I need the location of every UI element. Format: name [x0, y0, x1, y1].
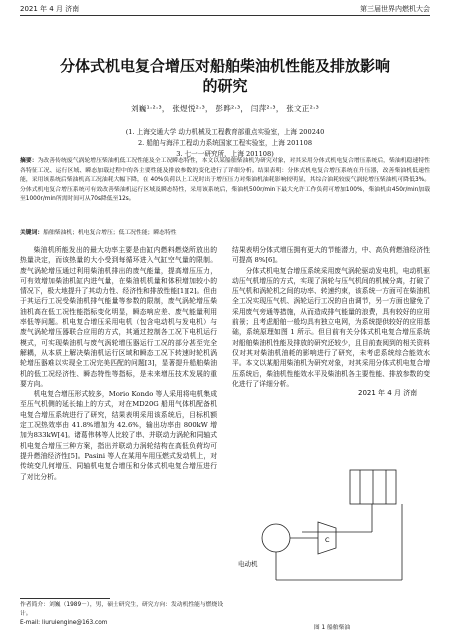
author-list: 刘巍¹·²·³， 张煜悦²·³， 彭晔²·³， 闫萍²·³， 张文正²·³ [130, 104, 319, 113]
system-schematic-figure [232, 462, 432, 622]
keywords-label: 关键词： [20, 230, 44, 236]
header-rule [20, 15, 430, 16]
author-email: E-mail: liuruiengine@163.com [20, 620, 108, 626]
compressor-label: C [325, 536, 330, 544]
affiliation-2: 2. 船舶与海洋工程动力系统国家工程实验室，上海 201108 [137, 139, 313, 147]
abstract-text: 为改善传统废气涡轮增压柴油机低工况性能及全工况瞬态特性，本文以某船舶柴油机为研究对象，对其采用分体式机电复合增压系统后，柴油机稳速特性各特征工况、运行区域、瞬态加载过程中的各主要性能及排放参数的变化进行了详细分析。结果表明：分体式机电复合增压系统在升压器，改善柴油机低速性能，采用该系统后柴油机高工况油耗大幅下降，在 40%负荷以上工况时出于增压压力对柴油机油耗影响较明显，其综合油耗较废气涡轮增压柴油机可降低3%。分体式机电复合增压系统可有效改善柴油机运行区域及瞬态特性，采用该系统后，柴油机500r/min下最大允许工作负荷可增加100%，柴油机由450r/min加载至1000r/min所需时间可从70s降低至12s。 [20, 158, 430, 203]
motor-symbol [262, 524, 290, 552]
title-line-1: 分体式机电复合增压对船舶柴油机性能及排放影响 [59, 57, 390, 75]
body-paragraph: 结果表明分体式增压拥有更大的节能潜力，中、高负荷燃油经济性可提高 8%[6]。 [232, 246, 430, 265]
footnote [20, 601, 225, 628]
affiliation-3: 3. 七一一研究所，上海 201108) [176, 150, 274, 158]
abstract [20, 157, 430, 205]
title-line-2: 的研究 [202, 77, 248, 95]
running-header-conference: 第三届世界内燃机大会 [360, 5, 430, 13]
body-column-right [232, 245, 430, 389]
motor-label: 电动机 [238, 560, 258, 568]
paper-title [40, 56, 410, 96]
body-column-left [20, 245, 217, 482]
affiliations [30, 127, 420, 160]
author-bio: 作者简介：刘巍（1989－），男，硕士研究生，研究方向：发动机性能与燃烧设计。 [20, 602, 224, 617]
overlay-header-fragment: 2021 年 4 月 济南 [358, 386, 432, 400]
affiliation-1: (1. 上海交通大学 动力机械及工程教育部重点实验室，上海 200240 [125, 128, 325, 136]
footnote-rule [20, 598, 110, 599]
body-paragraph: 分体式机电复合增压系统采用废气涡轮驱动发电机，电动机驱动压气机增压的方式，实现了涡轮与压气机间的机械分离，打破了压气机和涡轮机之间的功率、转速约束，该系统一方面可在柴油机全工况实现压气机、涡轮运行工况的自由调节，另一方面也避免了采用废气旁通等措施，从而造成排气能量的浪费，具有较好的应用前景；且考虑船舶一般均具有独立电网，为系统提供较好的应用基础，系统原理如图 1 所示。但目前有关分体式机电复合增压系统对船舶柴油机性能及排放的研究还较少，且目前查阅到的相关资料仅对其对柴油机油耗的影响进行了研究，未考虑系统综合能效水平。本文以某船用柴油机为研究对象，对其采用分体式机电复合增压系统后，柴油机性能效水平及柴油机各主要性能、排放参数的变化进行了详细分析。 [232, 266, 430, 388]
abstract-label: 摘要： [20, 158, 38, 164]
body-paragraph: 柴油机所能发出的最大功率主要是由缸内燃料燃烧所放出的热量决定，而该热量的大小受到每循环进入气缸空气量的限制。废气涡轮增压通过利用柴油机排出的废气能量，提高增压压力，可有效增加柴油机缸内进气量，在柴油机机量和体积增加较小的情况下，极大地提升了其动力性、经济性和排放性能[1][2]。但由于其运行工况受柴油机排气能量等参数的限制，废气涡轮增压柴油机高在低工况性能指标变化明显，瞬态响应差、废气能量利用率低等问题。机电复合增压采用电机（包含电动机与发电机）与废气涡轮增压器联合应用的方式，其通过控制各工况下电机运行模式，可实现柴油机与废气涡轮增压器运行工况的部分甚至完全解耦，从本质上解决柴油机运行区域和瞬态工况下转速时轮机涡轮增压器难以实现全工况完美匹配的问题[3]，显著提升船舶柴油机的低工况经济性、瞬态特性等指标，是未来增压技术发展的重要方向。 [20, 246, 217, 388]
keywords [20, 227, 430, 236]
keywords-text: 船舶柴油机；机电复合增压；低工况性能；瞬态特性 [43, 230, 177, 236]
body-paragraph: 机电复合增压形式较多，Morio Kondo 等人采用将电机集成至压气机侧的延长轴上的方式，对在MD20G 船用气体机配备机电复合增压系统进行了研究，结果表明采用该系统后，目标机额定工况热效率由 41.8%增加为 42.6%，输出功率由 800kW 增加为833kW[4]。诸葛伟林等人比较了串、并联动力涡轮和同轴式机电复合增压三种方案，指出并联动力涡轮结构在高低负荷均可提升燃油经济性[5]。Pasini 等人在某用车用压燃式发动机上，对传统变几何增压、同轴机电复合增压和分体式机电复合增压进行了对比分析。 [20, 390, 217, 481]
figure-caption: 图 1 船舶柴油 [313, 625, 351, 631]
running-header-date: 2021 年 4 月 济南 [20, 5, 80, 13]
